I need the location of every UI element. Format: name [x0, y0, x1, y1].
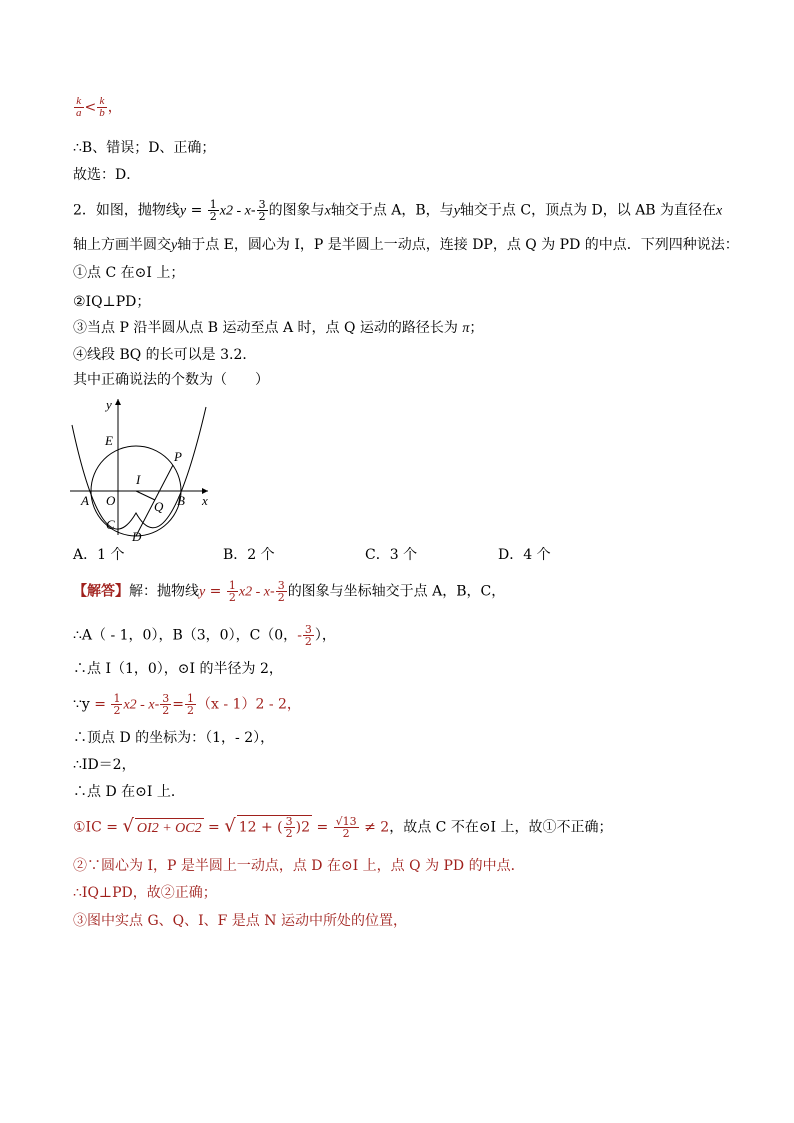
- fraction: $\frac{1}{2}$: [187, 692, 195, 717]
- option-d[interactable]: D．4 个: [498, 547, 551, 563]
- statement-4: ④线段 BQ 的长可以是 3.2．: [73, 347, 257, 363]
- parabola-curve: [72, 407, 206, 529]
- question-intro-2: 轴上方画半圆交y轴于点 E，圆心为 I，P 是半圆上一动点，连接 DP，点 Q 为 PD 的中点．下列四种说法：: [73, 237, 739, 253]
- solution-line-2: ∴A（ - 1，0），B（3，0），C（0，- $\frac{3}{2}$ ），: [73, 623, 336, 648]
- solution-line-5: ∴顶点 D 的坐标为：（1，- 2），: [73, 730, 275, 746]
- fraction: $\frac{1}{2}$: [228, 579, 236, 604]
- solution-line-3: ∴点 I（1，0），⊙I 的半径为 2，: [73, 661, 283, 677]
- solution-intro: 【解答】解：抛物线y = $\frac{1}{2}$ x2 - x- $\frac{3}{2}$ 的图象与坐标轴交于点 A，B，C，: [73, 579, 506, 604]
- solution-line-8: ①IC = √ OI2 + OC2 = √ 12 + ( $\frac{3}{2}$ )2 = $\frac{√13}{2}$ ≠ 2，故点 C 不在⊙I 上，故①不正确；: [73, 815, 613, 840]
- solution-line-7: ∴点 D 在⊙I 上．: [73, 784, 185, 800]
- label-q: Q: [154, 499, 164, 514]
- sqrt-expression: 12 + ( $\frac{3}{2}$ )2: [238, 815, 311, 840]
- fraction: $\frac{3}{2}$: [304, 623, 312, 648]
- geometry-figure: [62, 393, 222, 547]
- solution-tag: 【解答】: [73, 583, 129, 600]
- fraction: $\frac{k}{b}$: [99, 95, 105, 119]
- segment-iq: [136, 491, 155, 500]
- label-d: D: [132, 529, 142, 543]
- fraction: $\frac{√13}{2}$: [335, 815, 357, 840]
- option-c[interactable]: C．3 个: [365, 547, 418, 563]
- label-b: B: [177, 493, 185, 508]
- prev-choice: 故选：D．: [73, 167, 141, 183]
- fraction: $\frac{3}{2}$: [258, 198, 266, 223]
- option-b[interactable]: B．2 个: [223, 547, 275, 563]
- fraction: $\frac{1}{2}$: [209, 198, 217, 223]
- fraction: $\frac{3}{2}$: [162, 692, 170, 717]
- fraction: $\frac{1}{2}$: [113, 692, 121, 717]
- solution-line-10: ∴IQ⊥PD，故②正确；: [73, 885, 217, 901]
- label-x: x: [202, 493, 208, 508]
- label-y: y: [106, 397, 112, 412]
- parabola-circle-diagram: [62, 393, 222, 543]
- question-ask: 其中正确说法的个数为（ ）: [73, 372, 269, 388]
- label-c: C: [106, 517, 115, 532]
- prev-conclusion: ∴B、错误；D、正确；: [73, 140, 216, 156]
- label-o: O: [106, 493, 116, 508]
- statement-1: ①点 C 在⊙I 上；: [73, 265, 185, 281]
- option-a[interactable]: A．1 个: [73, 547, 125, 563]
- question-intro: 2．如图，抛物线y = $\frac{1}{2}$ x2 - x- $\frac{3}{2}$ 的图象与x轴交于点 A，B，与y轴交于点 C，顶点为 D，以 AB 为直径在x: [73, 198, 723, 223]
- fraction: $\frac{k}{a}$: [76, 95, 82, 119]
- fraction: $\frac{3}{2}$: [285, 815, 293, 840]
- solution-line-9: ②∵圆心为 I，P 是半圆上一动点，点 D 在⊙I 上，点 Q 为 PD 的中点．: [73, 858, 525, 874]
- label-a: A: [81, 493, 89, 508]
- label-p: P: [174, 449, 182, 464]
- fraction: $\frac{3}{2}$: [277, 579, 285, 604]
- statement-2: ②IQ⊥PD；: [73, 294, 151, 310]
- solution-line-4: ∵y = $\frac{1}{2}$ x2 - x- $\frac{3}{2}$ = $\frac{1}{2}$ （x - 1）2 - 2，: [73, 692, 301, 717]
- sqrt-oi-oc: OI2 + OC2: [135, 818, 204, 839]
- prev-inequality: $\frac{k}{a}$ < $\frac{k}{b}$ ，: [76, 95, 122, 119]
- label-i: I: [136, 472, 141, 487]
- label-e: E: [105, 433, 113, 448]
- y-axis-arrow: [115, 399, 121, 405]
- solution-line-11: ③图中实点 G、Q、I、F 是点 N 运动中所处的位置，: [73, 913, 407, 929]
- solution-line-6: ∴ID＝2，: [73, 757, 136, 773]
- statement-3: ③当点 P 沿半圆从点 B 运动至点 A 时，点 Q 运动的路径长为 π；: [73, 320, 484, 336]
